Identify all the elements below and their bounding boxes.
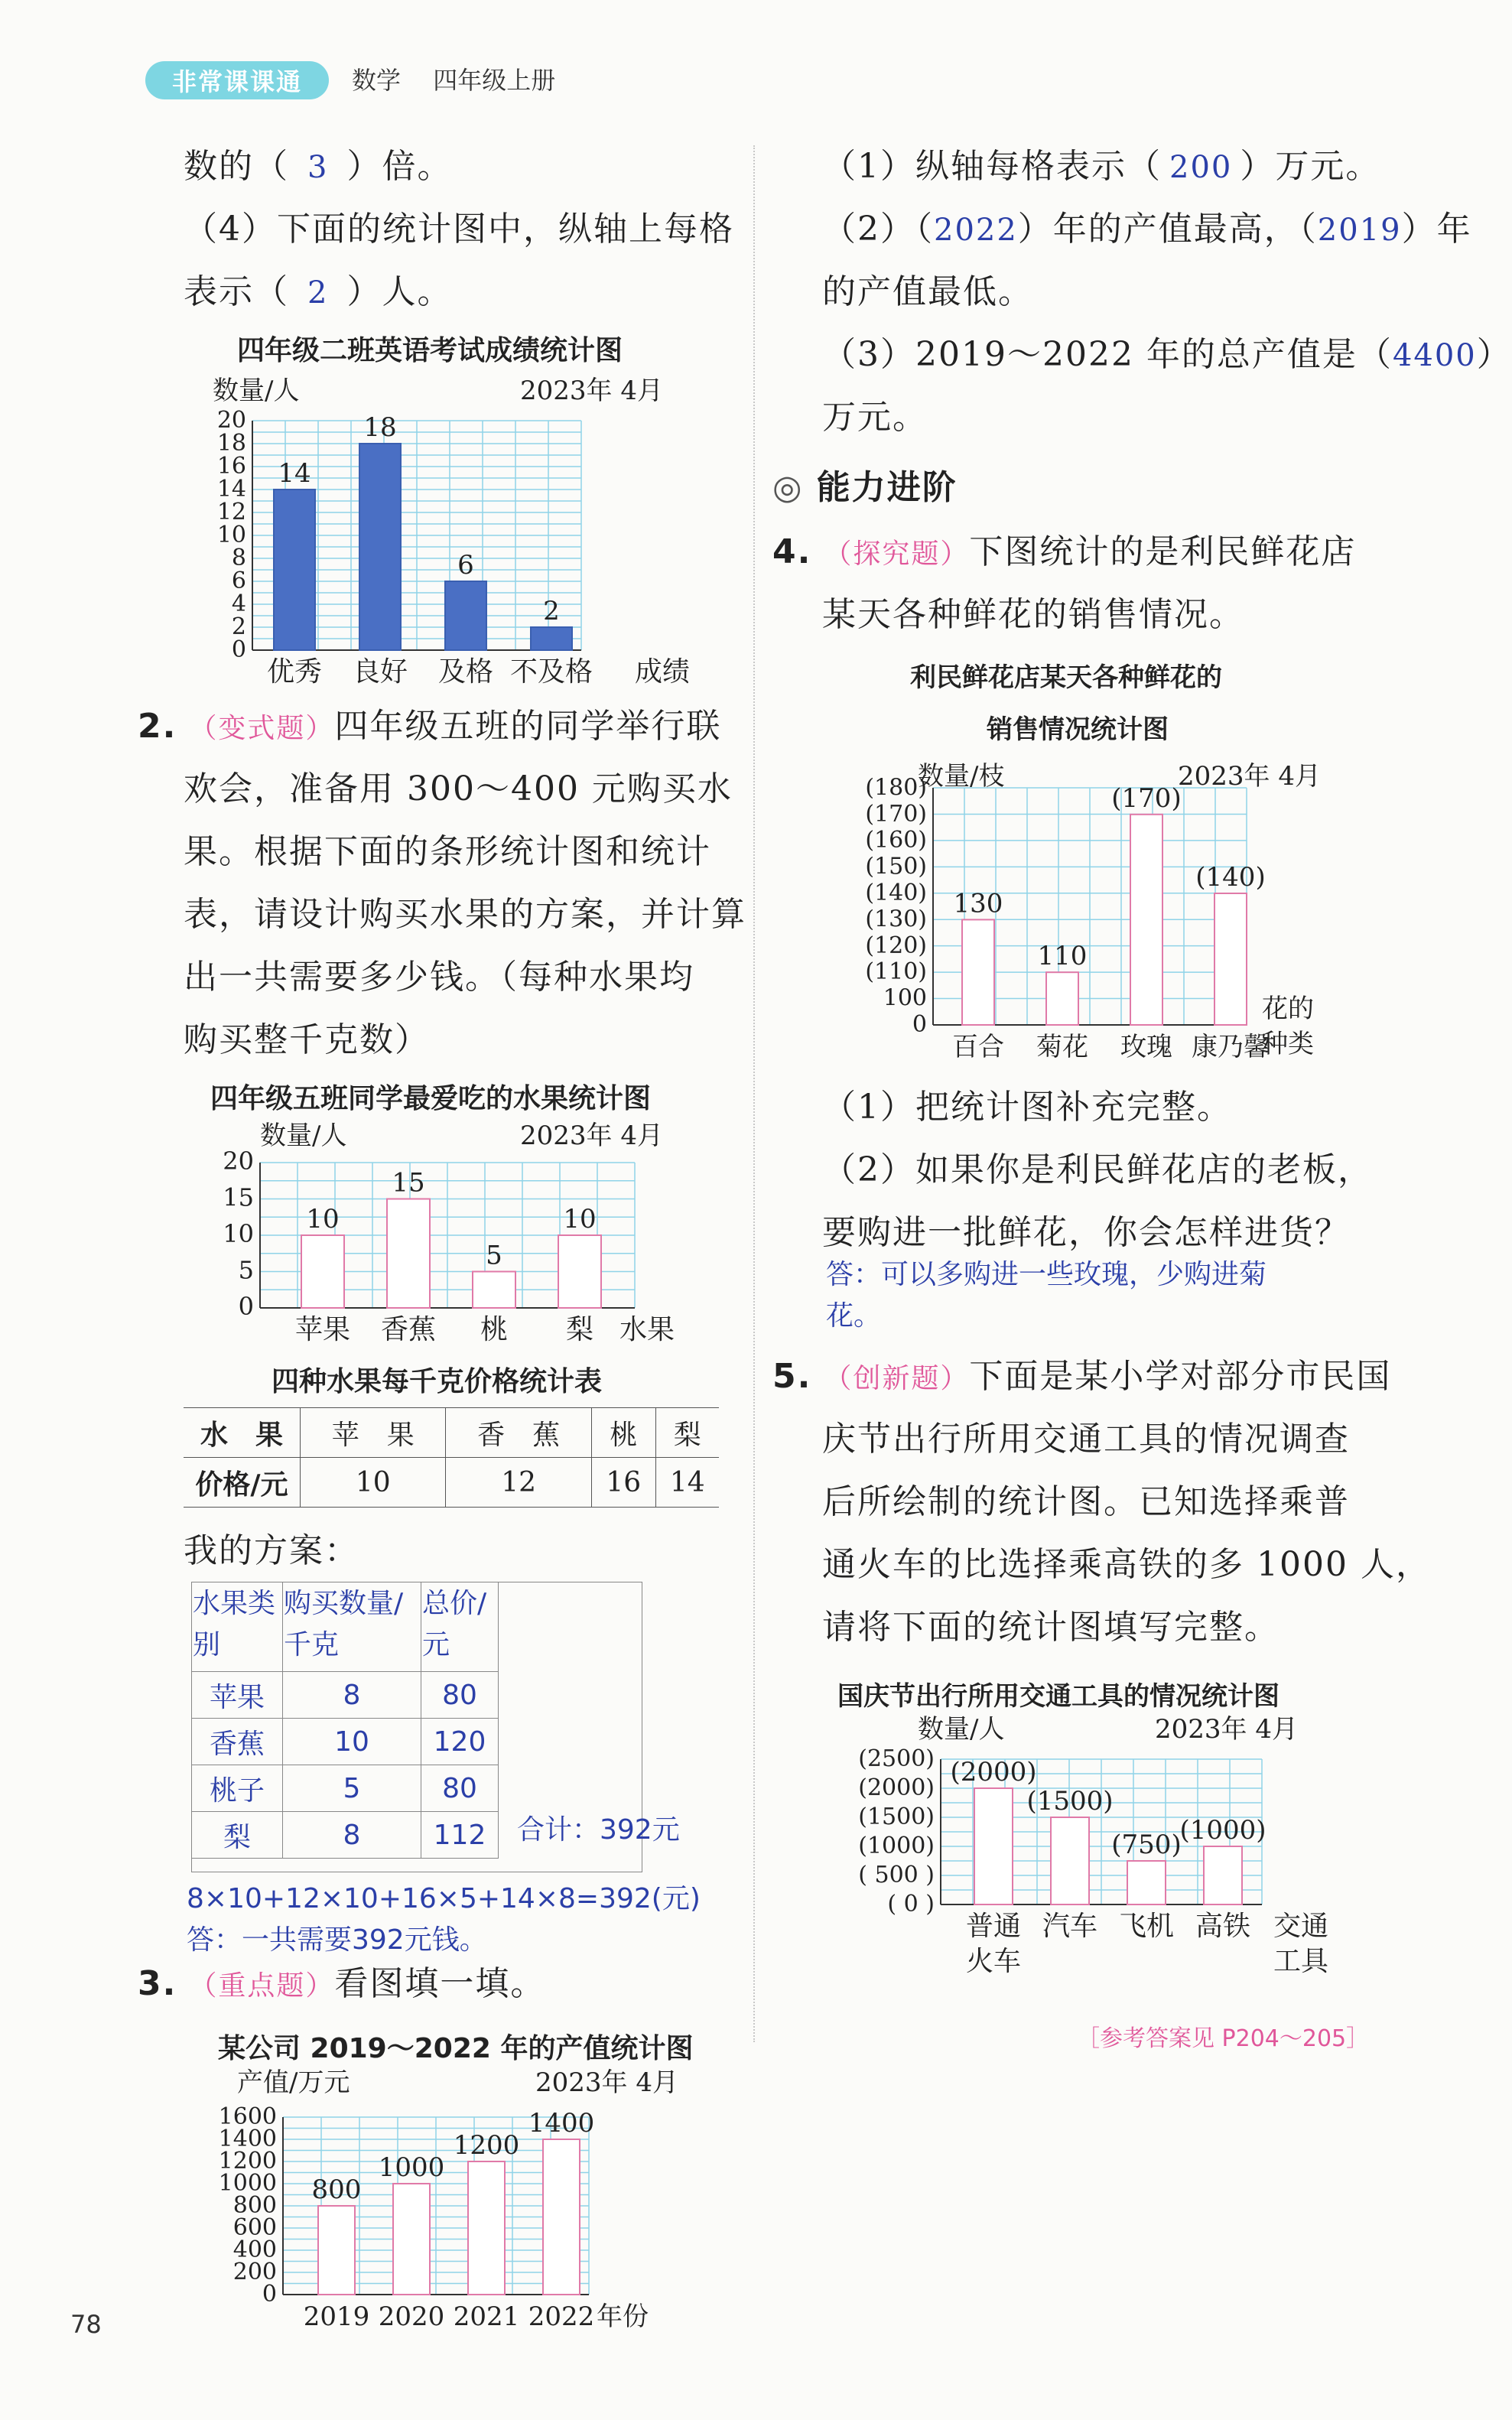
x-axis-label: 水果	[619, 1314, 675, 1345]
table-cell: 80	[421, 1672, 499, 1719]
table-cell: 80	[421, 1765, 499, 1812]
y-tick-label: 100	[883, 984, 927, 1012]
y-tick-label: 4	[231, 590, 246, 617]
table-header-cell: 香 蕉	[446, 1408, 591, 1458]
data-label: (140)	[1195, 862, 1266, 893]
plan-calculation: 8×10+12×10+16×5+14×8=392(元)	[187, 1883, 701, 1914]
question-number: 5.	[772, 1357, 812, 1396]
table-header-cell: 水 果	[184, 1408, 301, 1458]
question-2-line: 果。根据下面的条形统计图和统计	[184, 832, 711, 871]
category-label: 百合	[952, 1032, 1004, 1062]
table-cell: 香蕉	[192, 1719, 283, 1765]
chart-transport	[834, 1713, 1369, 2012]
bar-高铁	[1204, 1846, 1242, 1904]
table-row	[184, 1458, 719, 1508]
question-4-line-1	[772, 531, 1356, 576]
table-row	[192, 1582, 499, 1672]
question-tag: （创新题）	[824, 1363, 970, 1394]
y-tick-label: 800	[232, 2192, 277, 2219]
question-tag: （重点题）	[189, 1970, 335, 2002]
bar-苹果	[301, 1235, 344, 1308]
table-row	[192, 1672, 499, 1719]
table-cell: 10	[283, 1719, 421, 1765]
question-5-line: 请将下面的统计图填写完整。	[822, 1608, 1280, 1647]
y-tick-label: (1500)	[858, 1804, 935, 1830]
category-label: 康乃馨	[1192, 1032, 1270, 1062]
y-tick-label: 15	[223, 1182, 254, 1212]
chart-date: 2023年 4月	[1178, 761, 1321, 792]
table-header-cell: 桃	[591, 1408, 655, 1458]
chart-english-scores	[199, 367, 734, 696]
bar-2022	[543, 2139, 580, 2295]
category-label: 2022	[528, 2301, 595, 2332]
question-2-line: 购买整千克数）	[184, 1020, 430, 1059]
y-tick-label: (130)	[865, 906, 927, 933]
table-cell: 5	[283, 1765, 421, 1812]
answer-value: 2019	[1317, 213, 1402, 248]
text: ）年的产值最高，（	[1017, 210, 1318, 249]
y-tick-label: (110)	[865, 958, 927, 986]
y-tick-label: 10	[223, 1219, 254, 1248]
table-cell: 苹果	[192, 1672, 283, 1719]
data-label: 130	[953, 888, 1003, 919]
data-label: 1400	[528, 2108, 595, 2139]
book-series-badge: 非常课课通	[145, 61, 329, 99]
y-tick-label: (160)	[865, 827, 927, 854]
bar-及格	[445, 581, 486, 650]
y-tick-label: (2500)	[858, 1745, 935, 1772]
y-axis-label: 数量/人	[213, 376, 300, 406]
data-label: (1500)	[1026, 1786, 1114, 1817]
price-table-title: 四种水果每千克价格统计表	[272, 1366, 603, 1397]
question-4-answer: 答：可以多购进一些玫瑰，少购进菊	[826, 1259, 1267, 1290]
data-label: 15	[392, 1167, 425, 1199]
x-axis-label: 年份	[597, 2301, 649, 2332]
question-4-sub-1: （1）把统计图补充完整。	[822, 1088, 1232, 1127]
bar-菊花	[1046, 972, 1078, 1025]
plan-label: 我的方案：	[184, 1531, 359, 1570]
table-row	[192, 1765, 499, 1812]
chart-2-title: 四年级五班同学最爱吃的水果统计图	[210, 1083, 652, 1114]
question-number: 2.	[138, 707, 177, 746]
text: （1）纵轴每格表示（	[822, 147, 1162, 186]
y-tick-label: ( 500 )	[858, 1862, 935, 1888]
table-cell: 桃子	[192, 1765, 283, 1812]
question-2-line: 出一共需要多少钱。（每种水果均	[184, 958, 694, 997]
data-label: (170)	[1111, 782, 1182, 814]
data-label: 10	[306, 1204, 340, 1234]
category-label: 桃	[480, 1314, 509, 1345]
table-cell: 14	[655, 1458, 719, 1508]
y-tick-label: 8	[231, 545, 246, 571]
table-cell: 112	[421, 1812, 499, 1859]
y-tick-label: 200	[232, 2259, 277, 2285]
table-cell: 120	[421, 1719, 499, 1765]
data-label: (2000)	[950, 1757, 1037, 1787]
table-row	[192, 1812, 499, 1859]
y-axis-label: 数量/枝	[918, 761, 1005, 792]
y-tick-label: 1000	[218, 2170, 277, 2197]
answer-value: 200	[1169, 150, 1233, 185]
category-label: 良好	[352, 656, 408, 688]
y-tick-label: 0	[238, 1292, 254, 1321]
y-tick-label: (1000)	[858, 1833, 935, 1859]
x-axis-label: 交通	[1273, 1911, 1329, 1942]
right-line-5: 万元。	[822, 398, 928, 437]
category-label: 菊花	[1036, 1032, 1088, 1062]
question-2-line-1	[138, 705, 721, 750]
answer-reference: ［参考答案见 P204～205］	[1077, 2025, 1370, 2052]
question-tag: （变式题）	[189, 713, 335, 744]
y-tick-label: 10	[216, 522, 246, 548]
chart-company-output	[191, 2065, 727, 2356]
bar-香蕉	[387, 1199, 430, 1309]
plan-table	[191, 1582, 499, 1859]
y-axis-label: 数量/人	[260, 1121, 347, 1151]
y-tick-label: 2	[231, 613, 246, 640]
question-5-line: 庆节出行所用交通工具的情况调查	[822, 1420, 1350, 1459]
chart-favorite-fruit	[206, 1117, 696, 1354]
question-4-sub-2: （2）如果你是利民鲜花店的老板，	[822, 1150, 1373, 1189]
y-tick-label: 0	[231, 636, 246, 663]
chart-date: 2023年 4月	[520, 1121, 663, 1151]
right-line-4	[822, 333, 1512, 377]
y-axis-label: 数量/人	[918, 1714, 1005, 1745]
text: ）倍。	[346, 147, 453, 186]
question-number: 3.	[138, 1964, 177, 2003]
table-row	[184, 1408, 719, 1458]
question-4-sub-2b: 要购进一批鲜花，你会怎样进货？	[822, 1213, 1350, 1252]
left-line-1	[184, 145, 452, 189]
bar-优秀	[274, 490, 315, 650]
question-5-line-1	[772, 1355, 1391, 1400]
answer-value: 2	[307, 275, 329, 311]
category-label: 优秀	[266, 656, 323, 688]
data-label: 800	[311, 2174, 362, 2205]
y-tick-label: (180)	[865, 774, 927, 802]
bar-玫瑰	[1130, 815, 1162, 1025]
chart-flower-sales	[834, 757, 1369, 1078]
answer-value: 3	[307, 150, 329, 185]
right-line-1	[822, 145, 1380, 189]
y-tick-label: (140)	[865, 880, 927, 906]
question-4-line: 某天各种鲜花的销售情况。	[822, 595, 1244, 634]
y-tick-label: 16	[216, 453, 246, 480]
text: 看图填一填。	[334, 1964, 546, 2003]
category-label: 香蕉	[380, 1314, 437, 1345]
category-label: 及格	[437, 656, 494, 688]
bar-汽车	[1051, 1817, 1089, 1904]
y-tick-label: 20	[216, 407, 246, 434]
chart-3-title: 某公司 2019～2022 年的产值统计图	[218, 2033, 694, 2064]
category-label: 2019	[303, 2301, 370, 2332]
y-tick-label: 5	[238, 1255, 254, 1285]
plan-total: 合计：392元	[517, 1814, 680, 1846]
bullseye-icon: ◎	[772, 468, 804, 507]
y-tick-label: 20	[223, 1147, 254, 1176]
question-5-line: 后所绘制的统计图。已知选择乘普	[822, 1482, 1350, 1521]
header-subject	[352, 61, 555, 99]
question-4-answer-2: 花。	[826, 1300, 882, 1332]
y-tick-label: ( 0 )	[887, 1891, 935, 1917]
question-tag: （探究题）	[824, 538, 970, 570]
section-heading	[772, 467, 958, 509]
y-tick-label: (2000)	[858, 1774, 935, 1801]
category-label: 高铁	[1195, 1911, 1251, 1942]
category-label: 2021	[453, 2301, 520, 2332]
y-tick-label: (170)	[865, 800, 927, 828]
category-label: 2020	[378, 2301, 445, 2332]
table-header-cell: 总价/元	[421, 1582, 499, 1672]
table-cell: 8	[283, 1672, 421, 1719]
column-divider	[753, 145, 755, 2042]
chart-date: 2023年 4月	[1155, 1714, 1298, 1745]
chart-date: 2023年 4月	[520, 376, 663, 406]
y-tick-label: 18	[216, 430, 246, 457]
chart-5-title: 国庆节出行所用交通工具的情况统计图	[837, 1681, 1280, 1712]
right-line-3: 的产值最低。	[822, 272, 1033, 311]
text: （3）2019～2022 年的总产值是（	[822, 335, 1393, 374]
bar-桃	[473, 1272, 515, 1309]
category-label: 玫瑰	[1120, 1032, 1172, 1062]
answer-value: 4400	[1392, 338, 1477, 373]
table-header-cell: 水果类别	[192, 1582, 283, 1672]
y-tick-label: 6	[231, 568, 246, 594]
text: （2）（	[822, 210, 934, 249]
category-label: 汽车	[1042, 1911, 1098, 1942]
y-tick-label: 400	[232, 2236, 277, 2263]
question-2-line: 表，请设计购买水果的方案，并计算	[184, 895, 746, 934]
bar-2021	[468, 2161, 505, 2295]
question-number: 4.	[772, 532, 812, 571]
y-tick-label: 600	[232, 2214, 277, 2241]
bar-康乃馨	[1214, 893, 1247, 1025]
table-header-cell: 梨	[655, 1408, 719, 1458]
text: 下面是某小学对部分市民国	[969, 1357, 1392, 1396]
x-axis-label: 花的	[1262, 994, 1314, 1024]
table-header-cell: 购买数量/千克	[283, 1582, 421, 1672]
y-tick-label: 1400	[218, 2126, 277, 2152]
right-line-2	[822, 208, 1472, 252]
text: 表示（	[184, 272, 289, 311]
category-label: 不及格	[509, 656, 593, 688]
text: ）万元。	[1240, 147, 1381, 186]
data-label: 110	[1037, 941, 1088, 972]
data-label: 1000	[378, 2152, 445, 2183]
data-label: 5	[486, 1240, 502, 1271]
bar-良好	[359, 444, 401, 650]
category-label: 火车	[965, 1946, 1022, 1977]
chart-date: 2023年 4月	[535, 2067, 678, 2098]
chart-4-title: 利民鲜花店某天各种鲜花的	[910, 662, 1222, 693]
text: ）	[1476, 335, 1512, 374]
table-cell: 12	[446, 1458, 591, 1508]
y-tick-label: 0	[262, 2281, 277, 2308]
data-label: 1200	[453, 2130, 520, 2161]
question-3-line	[138, 1963, 545, 2008]
data-label: 18	[363, 412, 397, 443]
table-cell: 10	[301, 1458, 446, 1508]
plan-answer: 答：一共需要392元钱。	[187, 1924, 487, 1956]
chart-4-title-line-2: 销售情况统计图	[987, 714, 1169, 745]
table-cell: 梨	[192, 1812, 283, 1859]
y-tick-label: (150)	[865, 853, 927, 880]
table-cell: 8	[283, 1812, 421, 1859]
table-row	[192, 1719, 499, 1765]
bar-飞机	[1127, 1861, 1166, 1904]
bar-百合	[962, 919, 994, 1025]
text: ）年	[1401, 210, 1472, 249]
book-label: 四年级上册	[433, 66, 556, 95]
y-axis-label: 产值/万元	[237, 2067, 350, 2098]
question-2-line: 欢会，准备用 300～400 元购买水	[184, 769, 733, 808]
category-label: 苹果	[294, 1314, 351, 1345]
text: ）人。	[346, 272, 453, 311]
y-tick-label: (120)	[865, 932, 927, 959]
y-tick-label: 1600	[218, 2103, 277, 2130]
text: 下图统计的是利民鲜花店	[969, 532, 1357, 571]
page-number: 78	[70, 2310, 102, 2339]
text: 数的（	[184, 147, 289, 186]
y-tick-label: 0	[912, 1011, 927, 1038]
category-label: 普通	[965, 1911, 1022, 1942]
x-axis-label: 成绩	[635, 656, 691, 688]
bar-普通火车	[974, 1788, 1013, 1904]
data-label: 10	[563, 1204, 597, 1234]
price-table	[184, 1407, 719, 1508]
bar-2019	[318, 2206, 355, 2295]
y-tick-label: 14	[216, 476, 246, 503]
category-label: 飞机	[1118, 1911, 1175, 1942]
subject-label: 数学	[352, 66, 402, 95]
data-label: 6	[457, 550, 474, 581]
category-label: 梨	[565, 1314, 594, 1345]
chart-1-title: 四年级二班英语考试成绩统计图	[237, 335, 623, 366]
bar-梨	[558, 1235, 601, 1308]
text: 四年级五班的同学举行联	[334, 707, 722, 746]
data-label: (750)	[1111, 1830, 1182, 1860]
data-label: 14	[278, 458, 311, 489]
left-line-3	[184, 271, 452, 314]
table-cell: 16	[591, 1458, 655, 1508]
section-title: 能力进阶	[816, 468, 958, 507]
x-axis-label: 种类	[1262, 1029, 1314, 1059]
x-axis-label: 工具	[1273, 1946, 1329, 1977]
data-label: 2	[543, 596, 560, 626]
question-5-line: 通火车的比选择乘高铁的多 1000 人，	[822, 1545, 1431, 1584]
answer-value: 2022	[934, 213, 1018, 248]
data-label: (1000)	[1179, 1815, 1267, 1846]
table-row-label: 价格/元	[184, 1458, 301, 1508]
left-line-2: （4）下面的统计图中，纵轴上每格	[184, 210, 734, 249]
y-tick-label: 1200	[218, 2148, 277, 2174]
y-tick-label: 12	[216, 499, 246, 525]
table-header-cell: 苹 果	[301, 1408, 446, 1458]
bar-2020	[393, 2184, 430, 2295]
bar-不及格	[531, 627, 572, 650]
